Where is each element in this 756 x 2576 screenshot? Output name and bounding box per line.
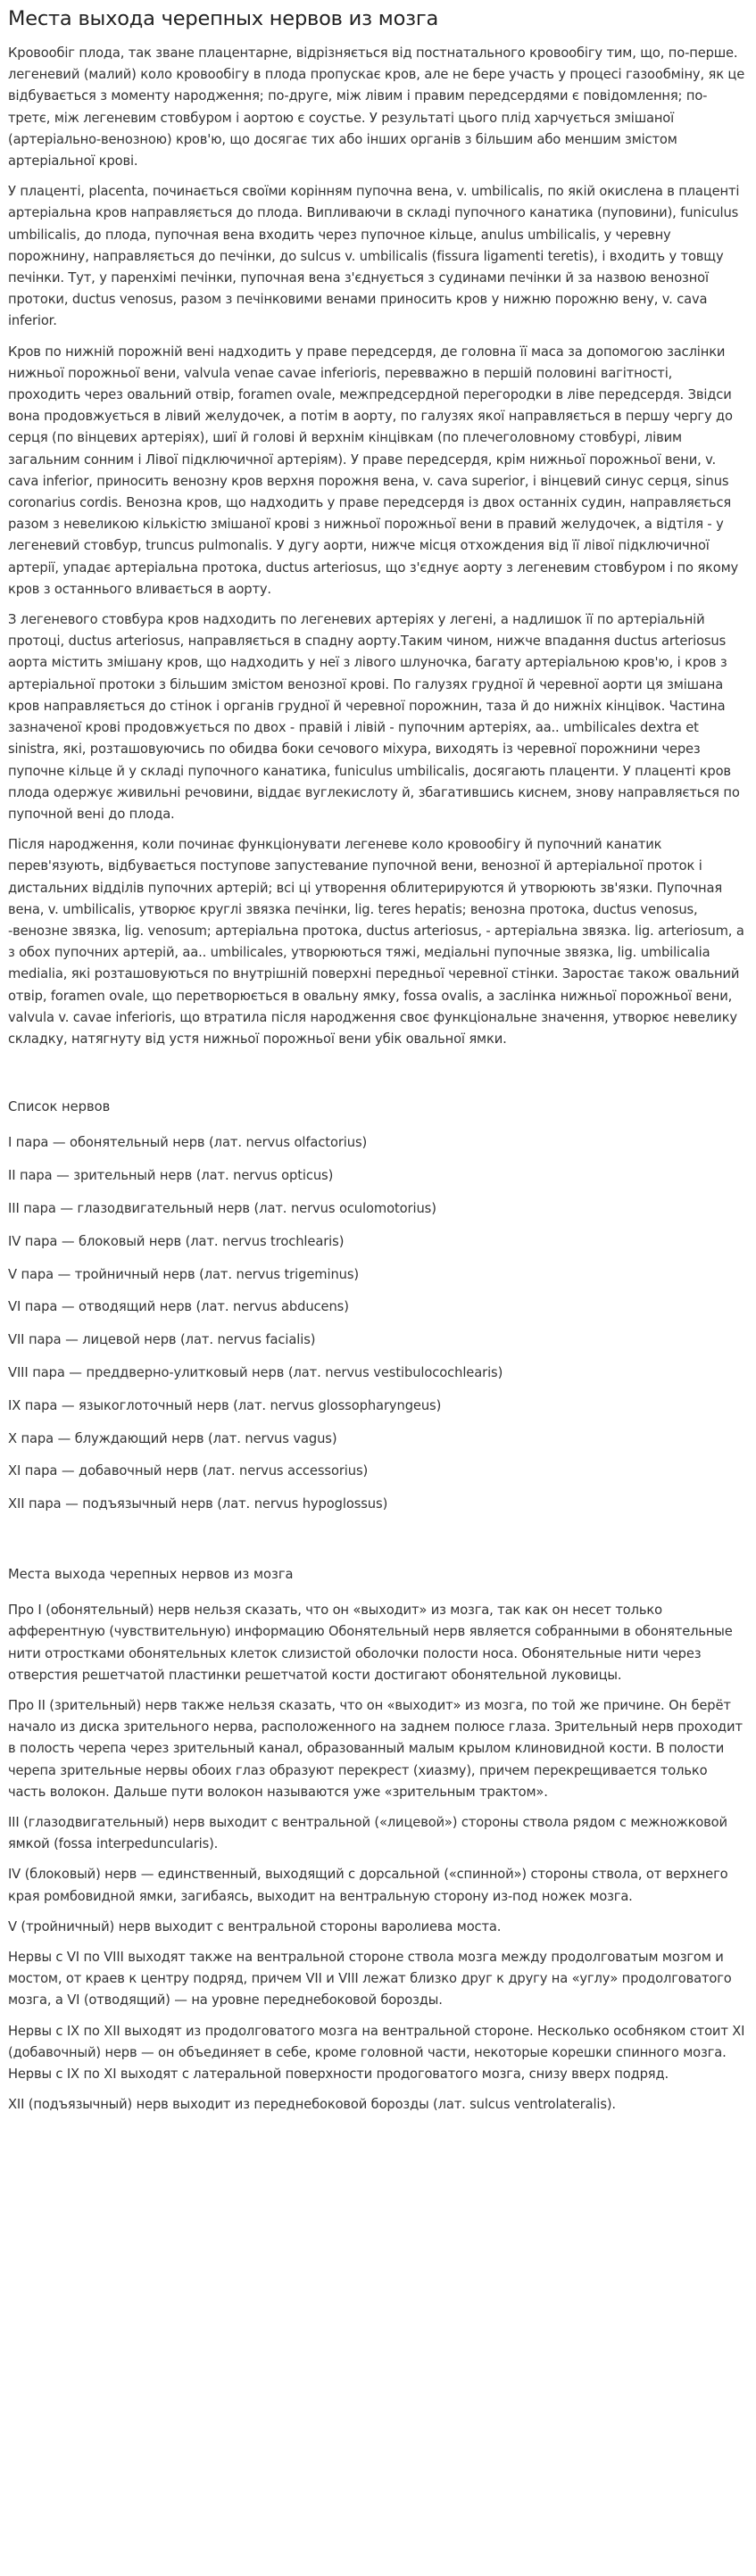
nerve-list-item: V пара — тройничный нерв (лат. nervus trigeminus) bbox=[8, 1266, 360, 1282]
exits-paragraph: Нервы с VI по VIII выходят также на вентральной стороне ствола мозга между продолговатым мозгом и мостом, от краев к центру подряд, причем VII и VIII лежат близко друг к другу на «углу» продолговатого мозга, а VI (отводящий) — на уровне переднебоковой борозды. bbox=[8, 1949, 732, 2009]
nerve-list-item: II пара — зрительный нерв (лат. nervus opticus) bbox=[8, 1168, 334, 1184]
nerve-list bbox=[8, 1132, 747, 1515]
nerve-list-item: III пара — глазодвигательный нерв (лат. nervus oculomotorius) bbox=[8, 1200, 436, 1216]
intro-paragraph: У плаценті, placenta, починається своїми корінням пупочна вена, v. umbilicalis, по якій окислена в плаценті артеріальна кров направляється до плода. Випливаючи в складі пупочного канатика (пуповини), funiculus umbilicalis, до плода, пупочная вена входить через пупочное кільце, anulus umbilicalis, у черевну порожнину, направляється до печінки, до sulcus v. umbilicalis (fissura ligamenti teretis), і входить у товщу печінки. Тут, у паренхімі печінки, пупочная вена з'єднується з судинами печінки й за назвою венозної протоки, ductus venosus, разом з печінковими венами приносить кров у нижню порожню вену, v. cava inferior. bbox=[8, 184, 740, 329]
exits-paragraph: Про I (обонятельный) нерв нельзя сказать, что он «выходит» из мозга, так как он несет только афферентную (чувствительную) информацию Обонятельный нерв является собранными в обонятельные нити отростками обонятельных клеток слизистой оболочки полости носа. Обонятельные нити через отверстия решетчатой пластинки решетчатой кости достигают обонятельной луковицы. bbox=[8, 1603, 733, 1683]
intro-paragraph: Кровообіг плода, так зване плацентарне, відрізняється від постнатального кровообігу тим, що, по-перше. легеневий (малий) коло кровообігу в плода пропускає кров, але не бере участь у процесі газообміну, як це відбувається з моменту народження; по-друге, між лівим і правим передсердями є повідомлення; по-третє, між легеневим стовбуром і аортою є соустье. У результаті цього плід харчується змішаної (артеріально-венозною) кров'ю, що досягає тих або інших органів з більшим або меншим змістом артеріальної крові. bbox=[8, 46, 745, 170]
nerve-list-item: IX пара — языкоглоточный нерв (лат. nervus glossopharyngeus) bbox=[8, 1397, 442, 1413]
intro-paragraph: З легеневого стовбура кров надходить по легеневих артеріях у легені, а надлишок її по артеріальній протоці, ductus arteriosus, направляється в спадну аорту.Таким чином, нижче впадання ductus arteriosus аорта містить змішану кров, що надходить у неї з лівого шлуночка, багату артеріальною кров'ю, і кров з артеріальної протоки з більшим змістом венозної крові. По галузях грудної й черевної аорти ця змішана кров направляється до стінок і органів грудної й черевної порожнин, таза й до нижніх кінцівок. Частина зазначеної крові продовжується по двох - правій і лівій - пупочним артеріях, аа.. umbilicales dextra et sinistra, які, розташовуючись по обидва боки сечового міхура, виходять із черевної порожнини через пупочне кільце й у складі пупочного канатика, funiculus umbilicalis, досягають плаценти. У плаценті кров плода одержує живильні речовини, віддає вуглекислоту й, збагатившись киснем, знову направляється по пупочной вені до плода. bbox=[8, 612, 740, 822]
section-spacer bbox=[8, 1527, 747, 1564]
exits-paragraph: V (тройничный) нерв выходит с вентральной стороны варолиева моста. bbox=[8, 1918, 502, 1934]
exits-paragraph: Нервы с IX по XII выходят из продолговатого мозга на вентральной стороне. Несколько особняком стоит XI (добавочный) нерв — он объединяет в себе, кроме головной части, некоторые корешки спинного мозга. Нервы с IX по XI выходят с латеральной поверхности продоговатого мозга, снизу вверх подряд. bbox=[8, 2023, 745, 2082]
nerve-list-item: IV пара — блоковый нерв (лат. nervus trochlearis) bbox=[8, 1233, 345, 1249]
exits-section-title: Места выхода черепных нервов из мозга bbox=[8, 1566, 294, 1582]
exits-paragraph: Про II (зрительный) нерв также нельзя сказать, что он «выходит» из мозга, по той же причине. Он берёт начало из диска зрительного нерва, расположенного на заднем полюсе глаза. Зрительный нерв проходит в полость черепа через зрительный канал, образованный малым крылом клиновидной кости. В полости черепа зрительные нервы обоих глаз образуют перекрест (хиазму), причем перекрещивается только часть волокон. Дальше пути волокон называются уже «зрительным трактом». bbox=[8, 1697, 743, 1800]
section-spacer bbox=[8, 1059, 747, 1097]
page-title: Места выхода черепных нервов из мозга bbox=[8, 7, 439, 30]
nerve-list-title: Список нервов bbox=[8, 1099, 111, 1115]
nerve-list-item: VII пара — лицевой нерв (лат. nervus facialis) bbox=[8, 1332, 316, 1348]
nerve-list-item: I пара — обонятельный нерв (лат. nervus olfactorius) bbox=[8, 1135, 368, 1151]
nerve-list-item: VI пара — отводящий нерв (лат. nervus abducens) bbox=[8, 1299, 349, 1315]
exits-paragraph: IV (блоковый) нерв — единственный, выходящий с дорсальной («спинной») стороны ствола, от верхнего края ромбовидной ямки, загибаясь, выходит на вентральную сторону из-под ножек мозга. bbox=[8, 1867, 728, 1904]
intro-paragraph: Після народження, коли починає функціонувати легеневе коло кровообігу й пупочний канатик перев'язують, відбувається поступове запустевание пупочной вени, венозної й артеріальної проток і дистальних відділів пупочних артерій; всі ці утворення облитерируются й утворюють зв'язки. Пупочная вена, v. umbilicalis, утворює круглі звязка печінки, lig. teres hepatis; венозна протока, ductus venosus, -венозне звязка, lig. venosum; артеріальна протока, ductus arteriosus, - артеріальна звязка. lig. arteriosum, а з обох пупочних артерій, аа.. umbilicales, утворюються тяжі, медіальні пупочные звязка, lig. umbilicalia medialia, які розташовуються по внутрішній поверхні передньої черевної стінки. Заростає також овальний отвір, foramen ovale, що перетворюється в овальну ямку, fossa ovalis, а заслінка нижньої порожньої вени, valvula v. cavae inferioris, що втратила після народження своє функціональне значення, утворює невелику складку, натягнуту від устя нижньої порожньої вени убік овальної ямки. bbox=[8, 837, 744, 1047]
nerve-list-item: XI пара — добавочный нерв (лат. nervus accessorius) bbox=[8, 1463, 369, 1479]
intro-paragraph: Кров по нижній порожній вені надходить у праве передсердя, де головна її маса за допомогою заслінки нижньої порожньої вени, valvula venae cavae inferioris, перевважно в першій половині вагітності, проходить через овальний отвір, foramen ovale, межпредсердной перегородки в ліве передсердя. Звідси вона продовжується в лівий желудочек, а потім в аорту, по галузях якої направляється в першу чергу до серця (по вінцевих артеріях), шиї й голові й верхнім кінцівкам (по плечеголовному стовбурі, лівим загальним сонним і Лівої підключичної артеріям). У праве передсердя, крім нижньої порожньої вени, v. cava inferior, приносить венозну кров верхня порожня вена, v. cava superior, і вінцевий синус серця, sinus coronarius cordis. Венозна кров, що надходить у праве передсердя із двох останніх судин, направляється разом з невеликою кількістю змішаної крові з нижньої порожньої вени в правий желудочек, а відтіля - у легеневий стовбур, truncus pulmonalis. У дугу аорти, нижче місця отхождения від її лівої підключичної артерії, упадає артеріальна протока, ductus arteriosus, що з'єднує аорту з легеневим стовбуром і по якому кров з останнього вливається в аорту. bbox=[8, 344, 739, 597]
exits-paragraph: XII (подъязычный) нерв выходит из переднебоковой борозды (лат. sulcus ventrolateralis). bbox=[8, 2097, 616, 2113]
exits-paragraph: III (глазодвигательный) нерв выходит с вентральной («лицевой») стороны ствола рядом с межножковой ямкой (fossa interpeduncularis). bbox=[8, 1814, 727, 1852]
nerve-list-item: XII пара — подъязычный нерв (лат. nervus hypoglossus) bbox=[8, 1496, 388, 1512]
nerve-list-item: X пара — блуждающий нерв (лат. nervus vagus) bbox=[8, 1430, 337, 1446]
nerve-list-item: VIII пара — преддверно-улитковый нерв (лат. nervus vestibulocochlearis) bbox=[8, 1364, 503, 1380]
